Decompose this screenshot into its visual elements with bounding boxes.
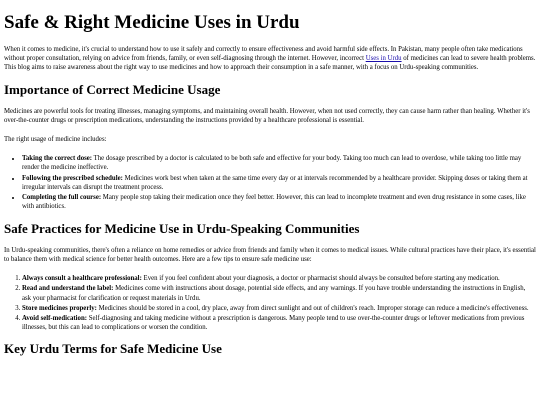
safe-practices-list: [4, 274, 536, 332]
section-heading-safe-practices: Safe Practices for Medicine Use in Urdu-Speaking Communities: [4, 220, 360, 236]
list-item-term: Completing the full course:: [22, 194, 102, 202]
list-item-term: Store medicines properly:: [22, 304, 97, 312]
section-heading-urdu-terms: Key Urdu Terms for Safe Medicine Use: [4, 341, 222, 357]
list-item: [22, 274, 536, 283]
list-item-term: Following the prescribed schedule:: [22, 174, 123, 182]
list-item-term: Always consult a healthcare professional:: [22, 275, 142, 283]
safe-practices-paragraph: In Urdu-speaking communities, there's often a reliance on home remedies or advice from friends and family when it comes to medical issues. While cultural practices have their place, it's essential to balance them with medical science for better health outcomes. Here are a few tips to ensure safe medicine use:: [4, 246, 536, 263]
list-item-text: Self-diagnosing and taking medicine without a prescription is dangerous. Many people tend to use over-the-counter drugs or leftover medications from previous illnesses, but this can lead to complications or worsen the condition.: [22, 314, 525, 332]
right-usage-list: [4, 154, 536, 211]
list-item: [22, 193, 536, 211]
section-heading-importance: Importance of Correct Medicine Usage: [4, 81, 221, 97]
intro-text-before-link: When it comes to medicine, it's crucial to understand how to use it safely and correctly to ensure effectiveness and avoid harmful side effects. In Pakistan, many people often take medications without proper consultation, relying on advice from friends, family, or even self-diagnosing through the internet. However, incorrect: [4, 45, 523, 63]
importance-lead: The right usage of medicine includes:: [4, 136, 107, 143]
list-item-text: Many people stop taking their medication once they feel better. However, this can lead to incomplete treatment and even drug resistance in some cases, like with antibiotics.: [22, 194, 526, 211]
list-item-term: Avoid self-medication:: [22, 314, 88, 322]
list-item-text: Even if you feel confident about your diagnosis, a doctor or pharmacist should always be consulted before starting any medication.: [141, 275, 500, 283]
list-item-text: The dosage prescribed by a doctor is calculated to be both safe and effective for your body. Taking too much can lead to overdose, while taking too little may render the medicine ineffective.: [22, 155, 522, 172]
intro-paragraph: [4, 45, 536, 73]
page-title: Safe & Right Medicine Uses in Urdu: [4, 12, 300, 33]
list-item-text: Medicines come with instructions about dosage, potential side effects, and any warnings. If you have trouble understanding the instructions in English, ask your pharmacist for clarification or request materials in Urdu.: [22, 285, 526, 302]
uses-in-urdu-link[interactable]: Uses in Urdu: [365, 55, 402, 63]
list-item: [22, 314, 536, 332]
list-item-text: Medicines work best when taken at the same time every day or at intervals recommended by a healthcare provider. Skipping doses or taking them at irregular intervals can disrupt the treatment process.: [22, 174, 528, 191]
list-item: [22, 304, 536, 313]
list-item: [22, 174, 536, 192]
intro-text-after-link: of medicines can lead to severe health problems. This blog aims to raise awareness about the right way to use medicines and how to approach their consumption in a safe manner, with a focus on Urdu-speaking communities.: [4, 55, 536, 72]
list-item-term: Read and understand the label:: [22, 285, 114, 293]
importance-paragraph: Medicines are powerful tools for treating illnesses, managing symptoms, and maintaining overall health. However, when not used correctly, they can cause harm rather than healing. Whether it's over-the-counter drugs or prescription medications, understanding the instructions provided by a healthcare professional is essential.: [4, 107, 530, 124]
list-item: [22, 284, 536, 302]
list-item: [22, 154, 536, 172]
list-item-text: Medicines should be stored in a cool, dry place, away from direct sunlight and out of children's reach. Improper storage can reduce a medicine's effectiveness.: [96, 304, 529, 312]
list-item-term: Taking the correct dose:: [22, 155, 93, 163]
